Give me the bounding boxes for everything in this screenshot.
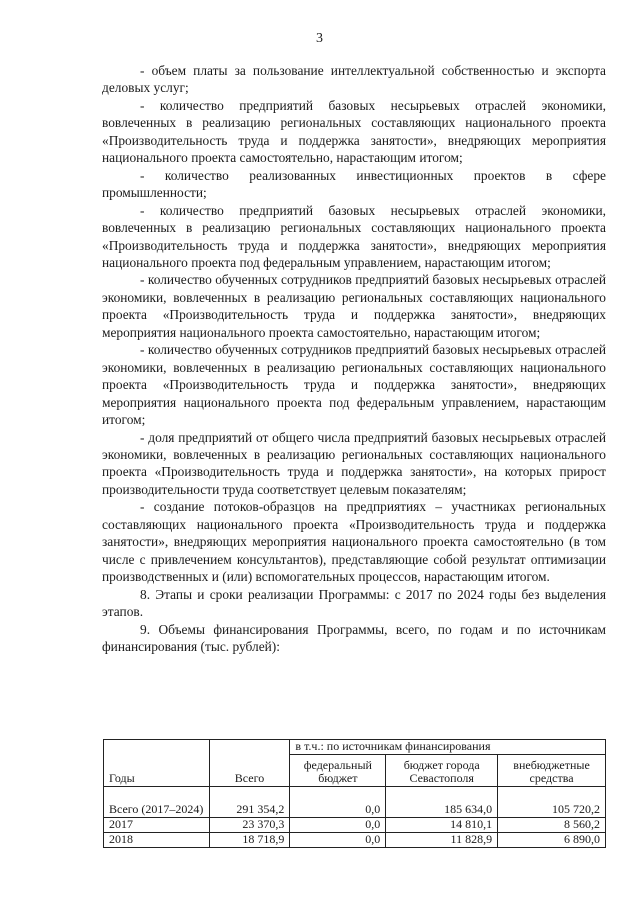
cell-city: 11 828,9	[386, 832, 498, 847]
cell-federal: 0,0	[290, 786, 386, 817]
column-header-years: Годы	[104, 740, 210, 787]
cell-federal: 0,0	[290, 817, 386, 832]
paragraph-pilot-flows: - создание потоков-образцов на предприятиях – участниках региональных составляющих национального проекта «Производительность труда и поддержка занятости», внедряющих мероприятия национального проекта самостоятельно (в том числе с привлечением консультантов), представляющие собой результат оптимизации производственных и (или) вспомогательных процессов, нарастающим итогом.	[102, 499, 606, 585]
paragraph-enterprises-federal: - количество предприятий базовых несырьевых отраслей экономики, вовлеченных в реализацию региональных составляющих национального проекта «Производительность труда и поддержка занятости», внедряющих мероприятия национального проекта под федеральным управлением, нарастающим итогом;	[102, 202, 606, 270]
cell-extra: 105 720,2	[498, 786, 606, 817]
paragraph-ip-payments: - объем платы за пользование интеллектуальной собственностью и экспорта деловых услуг;	[102, 63, 606, 96]
column-header-extra: внебюджетные средства	[498, 754, 606, 786]
cell-extra: 8 560,2	[498, 817, 606, 832]
cell-year: 2017	[104, 817, 210, 832]
cell-year: Всего (2017–2024)	[104, 786, 210, 817]
table-row	[104, 786, 606, 817]
paragraph-trained-self: - количество обученных сотрудников предприятий базовых несырьевых отраслей экономики, вовлеченных в реализацию региональных составляющих национального проекта «Производительность труда и поддержка занятости», внедряющих мероприятия национального проекта самостоятельно, нарастающим итогом;	[102, 272, 606, 340]
cell-total: 18 718,9	[209, 832, 290, 847]
cell-year: 2018	[104, 832, 210, 847]
paragraph-financing: 9. Объемы финансирования Программы, всего, по годам и по источникам финансирования (тыс. рублей):	[102, 621, 606, 654]
cell-city: 14 810,1	[386, 817, 498, 832]
cell-total: 291 354,2	[209, 786, 290, 817]
paragraph-investment-projects: - количество реализованных инвестиционных проектов в сфере промышленности;	[102, 167, 606, 201]
paragraph-trained-federal: - количество обученных сотрудников предприятий базовых несырьевых отраслей экономики, вовлеченных в реализацию региональных составляющих национального проекта «Производительность труда и поддержка занятости», внедряющих мероприятия национального проекта под федеральным управлением, нарастающим итогом;	[102, 342, 606, 428]
paragraph-productivity-share: - доля предприятий от общего числа предприятий базовых несырьевых отраслей экономики, вовлеченных в реализацию региональных составляющих национального проекта «Производительность труда и поддержка занятости», на которых прирост производительности труда соответствует целевым показателям;	[102, 429, 606, 497]
table-header-row	[104, 740, 606, 755]
cell-total: 23 370,3	[209, 817, 290, 832]
column-header-sources: в т.ч.: по источникам финансирования	[290, 740, 606, 755]
table-row	[104, 832, 606, 847]
financing-table	[103, 739, 606, 848]
document-body	[102, 62, 606, 655]
cell-city: 185 634,0	[386, 786, 498, 817]
page-number: 3	[316, 31, 323, 46]
cell-federal: 0,0	[290, 832, 386, 847]
column-header-federal: федеральный бюджет	[290, 754, 386, 786]
column-header-city: бюджет города Севастополя	[386, 754, 498, 786]
table-row	[104, 817, 606, 832]
paragraph-enterprises-self: - количество предприятий базовых несырьевых отраслей экономики, вовлеченных в реализацию региональных составляющих национального проекта «Производительность труда и поддержка занятости», внедряющих мероприятия национального проекта самостоятельно, нарастающим итогом;	[102, 97, 606, 166]
column-header-total: Всего	[209, 740, 290, 787]
cell-extra: 6 890,0	[498, 832, 606, 847]
paragraph-stages: 8. Этапы и сроки реализации Программы: с 2017 по 2024 годы без выделения этапов.	[102, 586, 606, 620]
